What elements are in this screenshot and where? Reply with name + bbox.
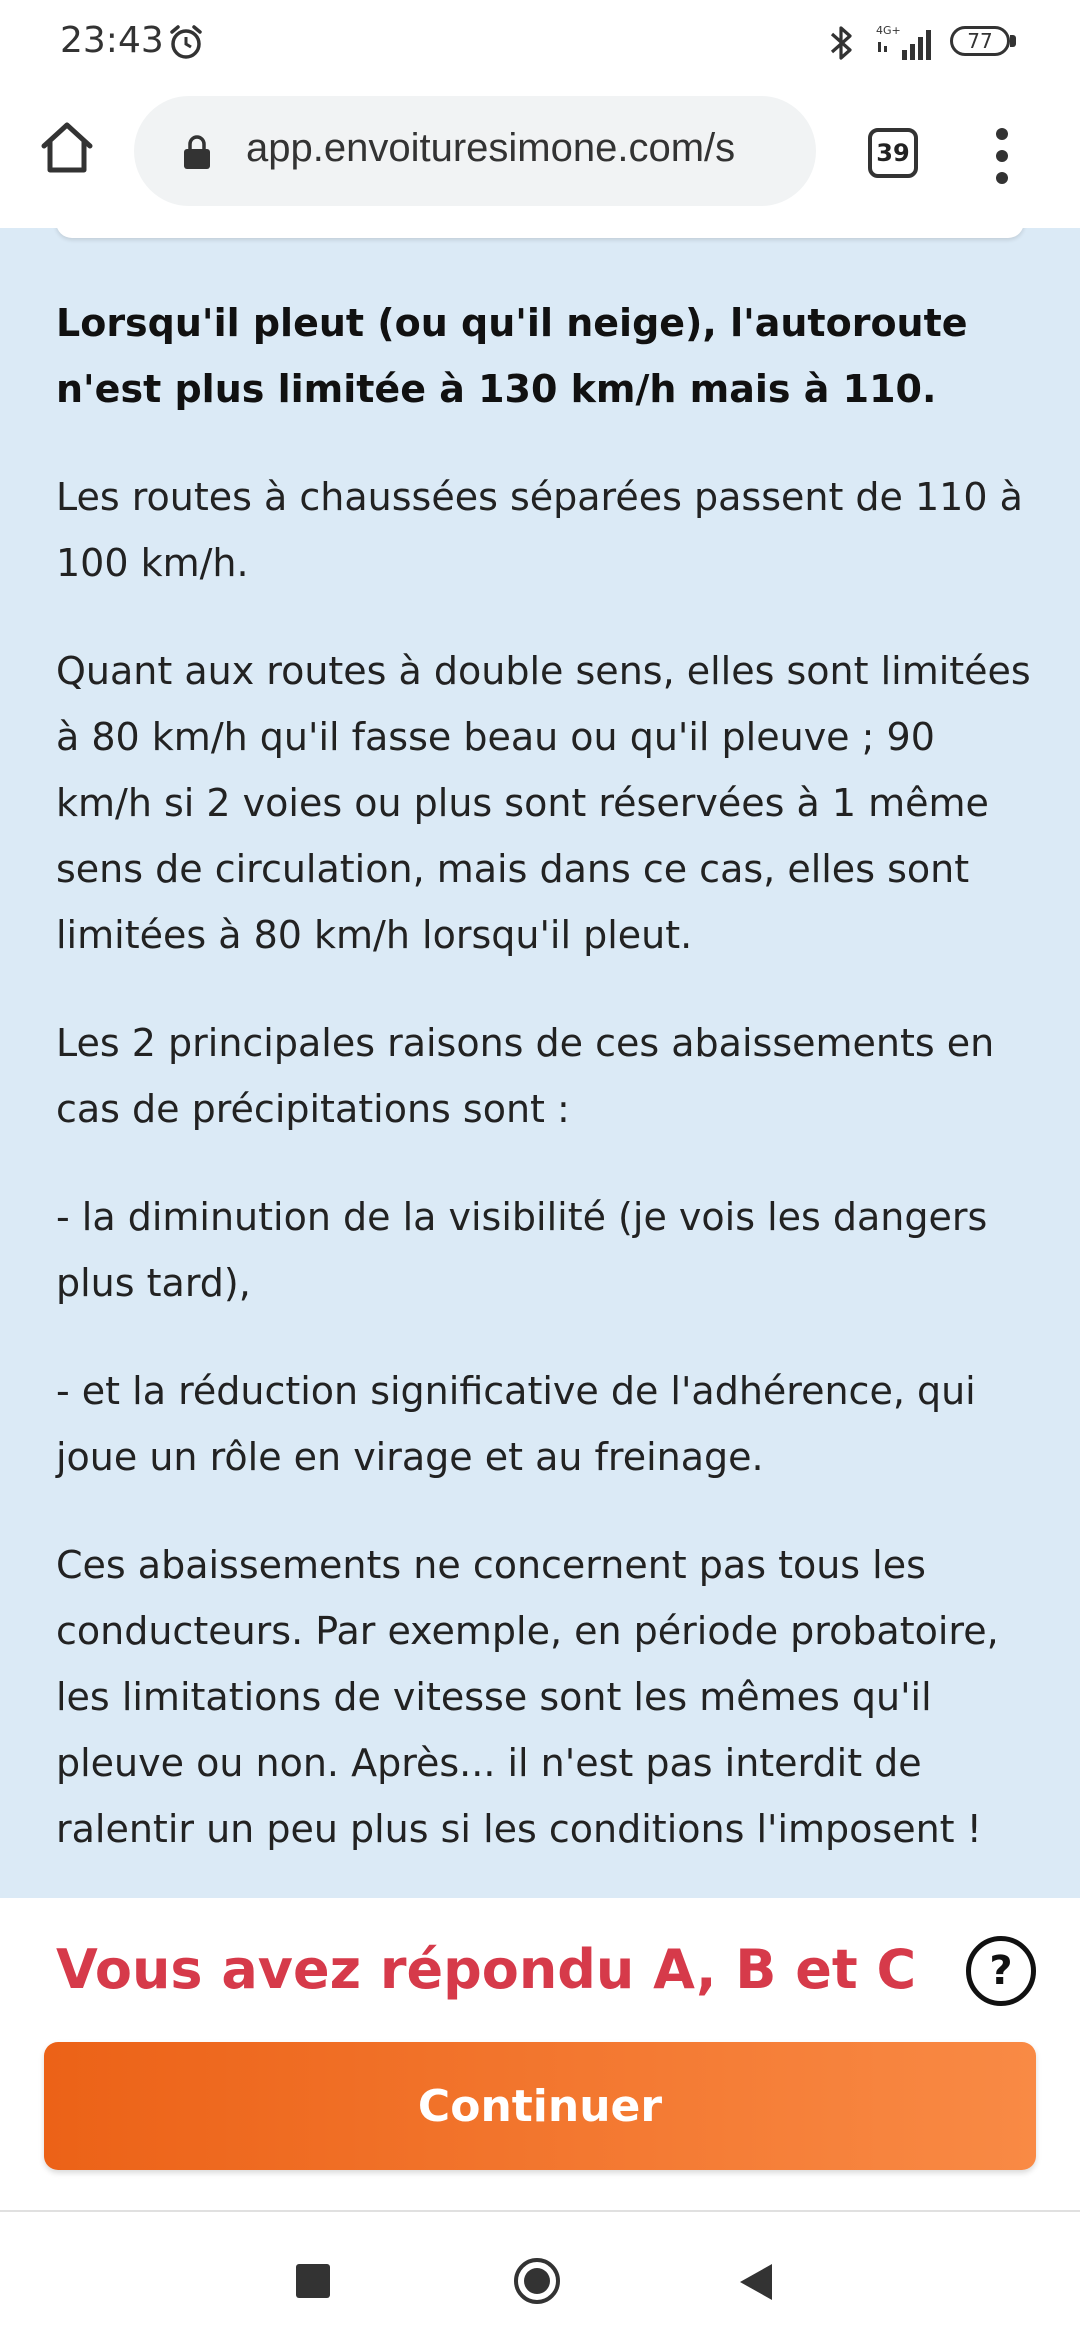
browser-toolbar <box>0 88 1080 228</box>
recent-apps-icon[interactable] <box>296 2264 330 2298</box>
network-type-label: 4G+ <box>876 24 901 37</box>
status-time: 23:43 <box>60 20 164 61</box>
menu-dot <box>996 128 1008 140</box>
bluetooth-icon <box>824 22 858 64</box>
explanation-paragraph: Les 2 principales raisons de ces abaissements en cas de précipitations sont : <box>56 1021 995 1131</box>
battery-tip <box>1010 35 1016 47</box>
tabs-count-button[interactable]: 39 <box>868 128 918 178</box>
url-text[interactable]: app.envoituresimone.com/s <box>246 126 736 170</box>
explanation-paragraph: Quant aux routes à double sens, elles sont limitées à 80 km/h qu'il fasse beau ou qu'il pleuve ; 90 km/h si 2 voies ou plus sont réservées à 1 même sens de circulation, mais dans ce cas, elles sont limitées à 80 km/h lorsqu'il pleut. <box>56 649 1031 957</box>
nav-home-icon[interactable] <box>512 2256 562 2306</box>
lock-icon <box>182 134 212 170</box>
explanation-paragraph: - et la réduction significative de l'adhérence, qui joue un rôle en virage et au freinage. <box>56 1369 976 1479</box>
cell-signal-icon <box>874 22 938 62</box>
explanation-paragraph: - la diminution de la visibilité (je vois les dangers plus tard), <box>56 1195 988 1305</box>
explanation-paragraph: Les routes à chaussées séparées passent de 110 à 100 km/h. <box>56 475 1023 585</box>
answer-bar <box>0 1898 1080 2210</box>
back-icon[interactable] <box>738 2262 774 2302</box>
home-icon[interactable] <box>38 118 96 176</box>
status-bar <box>0 0 1080 88</box>
battery-level: 77 <box>950 26 1010 56</box>
explanation-headline: Lorsqu'il pleut (ou qu'il neige), l'autoroute n'est plus limitée à 130 km/h mais à 110. <box>56 301 968 411</box>
more-vert-icon[interactable] <box>988 126 1016 186</box>
previous-card-edge <box>56 228 1024 238</box>
help-button[interactable]: ? <box>966 1936 1036 2006</box>
continue-button[interactable]: Continuer <box>44 2042 1036 2170</box>
system-nav-bar <box>0 2212 1080 2340</box>
menu-dot <box>996 172 1008 184</box>
alarm-clock-icon <box>166 22 206 62</box>
battery-indicator <box>950 26 1020 58</box>
menu-dot <box>996 150 1008 162</box>
explanation-panel[interactable] <box>0 228 1080 1898</box>
answer-result-text: Vous avez répondu A, B et C <box>56 1938 917 2001</box>
explanation-paragraph: Ces abaissements ne concernent pas tous les conducteurs. Par exemple, en période probatoire, les limitations de vitesse sont les mêmes qu'il pleuve ou non. Après... il n'est pas interdit de ralentir un peu plus si les conditions l'imposent ! <box>56 1543 999 1851</box>
explanation-text <box>56 290 1036 1898</box>
url-bar[interactable] <box>134 96 816 206</box>
